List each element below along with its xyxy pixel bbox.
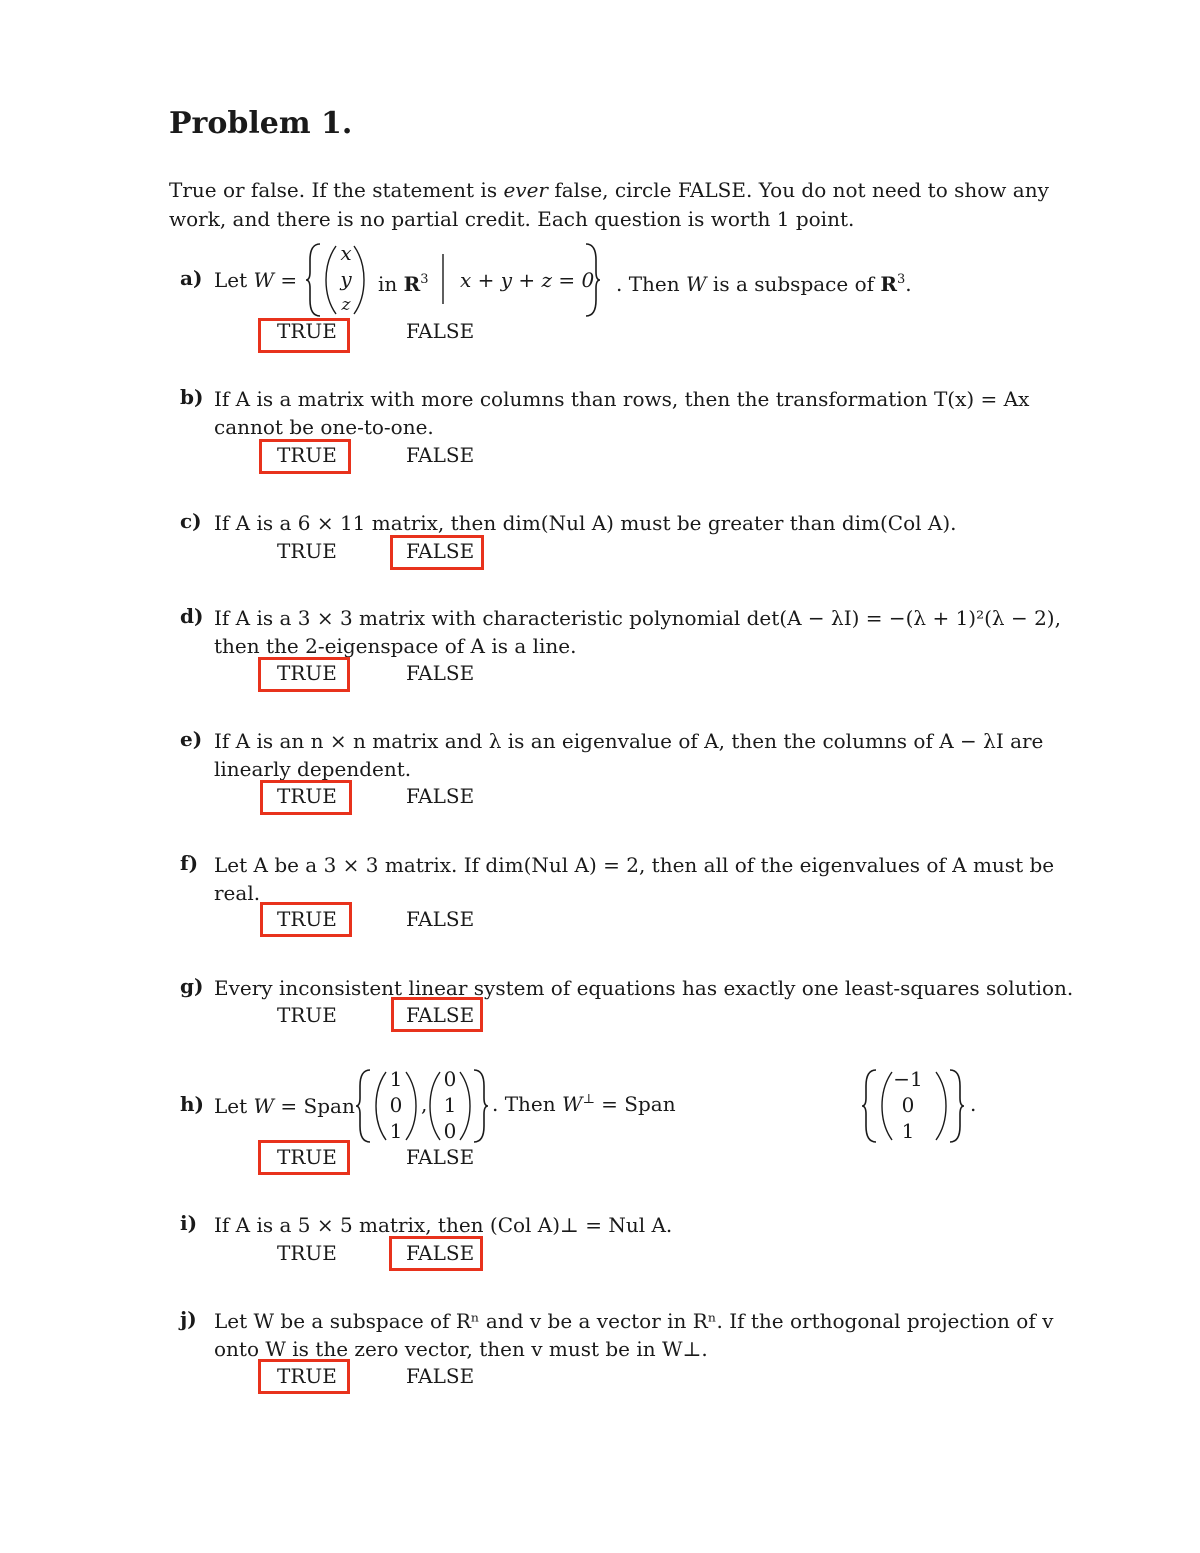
choice-false[interactable]: FALSE [406,907,475,931]
set-domain: in $R^3$ [378,272,429,296]
vector-separator: , [421,1092,428,1116]
choice-true[interactable]: TRUE [277,319,337,343]
answer-circle [389,1236,483,1271]
question-f [180,851,1055,941]
instructions-line-2: work, and there is no partial credit. Each question is worth 1 point. [169,207,855,231]
choice-true[interactable]: TRUE [277,661,337,685]
choice-false[interactable]: FALSE [406,539,475,563]
choice-true[interactable]: TRUE [277,539,337,563]
choice-true[interactable]: TRUE [277,1241,337,1265]
answer-circle [258,1140,350,1175]
answer-circle [258,657,350,692]
question-label: c) [180,509,202,533]
statement-period: . [970,1092,977,1116]
question-label: b) [180,385,204,409]
question-statement: Every inconsistent linear system of equations has exactly one least-squares solution. [214,976,1074,1000]
question-statement: If A is a 6 × 11 matrix, then dim(Nul A) must be greater than dim(Col A). [214,511,957,535]
instructions-line-1: True or false. If the statement is ever false, circle FALSE. You do not need to show any [169,178,1049,202]
column-vector-xyz: x y z [340,241,352,315]
choice-true[interactable]: TRUE [277,1364,337,1388]
answer-circle [260,902,352,937]
choice-true[interactable]: TRUE [277,1145,337,1169]
choice-true[interactable]: TRUE [277,443,337,467]
vector-v3: −1 0 1 [893,1067,923,1143]
question-e [180,727,1044,817]
question-c [180,509,1031,574]
vector-v2: 0 1 0 [443,1067,457,1143]
page-title: Problem 1. [169,106,353,141]
question-label: h) [180,1092,205,1116]
answer-circle [391,997,483,1032]
choice-false[interactable]: FALSE [406,443,475,467]
answer-circle [260,780,352,815]
set-condition: x + y + z = 0 [460,268,595,292]
answer-circle [258,1359,350,1394]
choice-false[interactable]: FALSE [406,1364,475,1388]
question-statement: Let W = [214,268,298,292]
answer-circle [259,439,351,474]
question-label: i) [180,1211,198,1235]
choice-true[interactable]: TRUE [277,907,337,931]
choice-true[interactable]: TRUE [277,1003,337,1027]
answer-circle [258,318,350,353]
question-a [180,240,1031,360]
instructions [169,176,1049,234]
choice-true[interactable]: TRUE [277,784,337,808]
question-h [180,1064,1031,1179]
question-statement: Let W = Span [214,1094,355,1118]
question-label: f) [180,851,199,875]
question-label: j) [180,1307,197,1331]
question-statement: Let W be a subspace of Rⁿ and v be a vector in Rⁿ. If the orthogonal projection of v onto W is the zero vector, then v must be in W⊥. [214,1309,1054,1361]
question-label: g) [180,974,204,998]
choice-false[interactable]: FALSE [406,661,475,685]
question-j [180,1307,1054,1397]
statement-conclusion: . Then W is a subspace of $R^3$. [616,272,912,296]
question-statement: If A is a matrix with more columns than rows, then the transformation T(x) = Ax cannot be one-to-one. [214,387,1030,439]
question-statement: If A is a 5 × 5 matrix, then (Col A)⊥ = Nul A. [214,1213,673,1237]
answer-circle [390,535,484,570]
question-label: d) [180,604,204,628]
choice-false[interactable]: FALSE [406,1241,475,1265]
question-label: e) [180,727,203,751]
vector-v1: 1 0 1 [389,1067,403,1143]
question-label: a) [180,266,203,290]
question-d [180,604,1061,694]
question-statement: Let A be a 3 × 3 matrix. If dim(Nul A) = 2, then all of the eigenvalues of A must be real. [214,853,1055,905]
choice-false[interactable]: FALSE [406,1145,475,1169]
question-b [180,385,1031,475]
question-i [180,1211,1031,1276]
question-statement: If A is a 3 × 3 matrix with characteristic polynomial det(A − λI) = −(λ + 1)²(λ − 2), then the 2-eigenspace of A is a line. [214,606,1061,658]
choice-false[interactable]: FALSE [406,784,475,808]
span-conclusion: . Then W⊥ = Span [492,1092,676,1116]
question-g [180,974,1074,1039]
choice-false[interactable]: FALSE [406,1003,475,1027]
choice-false[interactable]: FALSE [406,319,475,343]
question-statement: If A is an n × n matrix and λ is an eigenvalue of A, then the columns of A − λI are linearly dependent. [214,729,1044,781]
